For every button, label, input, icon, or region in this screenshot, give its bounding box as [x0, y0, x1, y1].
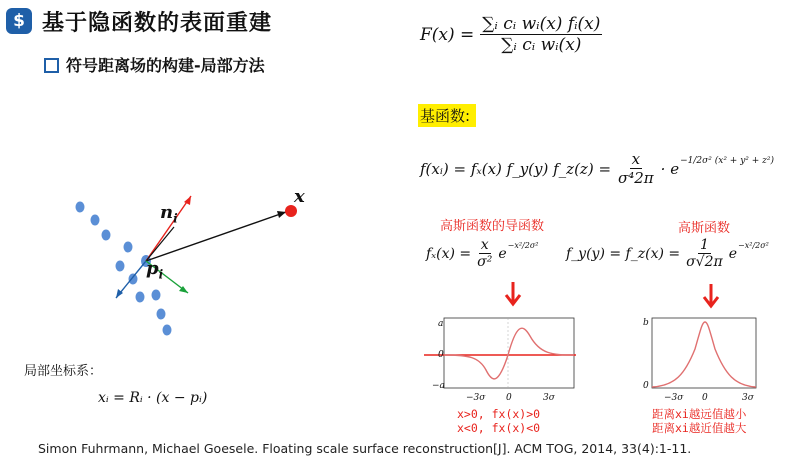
plot1-xtick: −3σ — [466, 393, 486, 403]
gaussian-label: 高斯函数 — [678, 221, 731, 236]
down-arrow-icon — [503, 282, 523, 308]
local-coordinate-diagram — [60, 180, 320, 350]
basis-label: 基函数: — [418, 104, 476, 127]
gaussian-note: 距离xi越远值越小 距离xi越近值越大 — [652, 407, 747, 435]
page-subtitle: 符号距离场的构建-局部方法 — [66, 56, 265, 75]
fx-formula: fₓ(x) = $\frac{x}{\text{σ²}}$ e $^{-x^2/2\sigma^2}$ — [426, 237, 539, 270]
plot2-ytick-bot: 0 — [643, 381, 649, 391]
square-bullet-icon — [44, 58, 59, 73]
label-n: $n_i$ — [160, 202, 178, 226]
plot2-xtick: 0 — [702, 393, 708, 403]
plot1-ytick-bot: −a — [432, 381, 445, 391]
plot2-xtick: 3σ — [742, 393, 754, 403]
derivative-plot — [424, 314, 579, 406]
blend-formula: F(x) = $\frac{\text{∑ᵢ cᵢ wᵢ(x) fᵢ(x)}}{\text{∑ᵢ cᵢ wᵢ(x)}}$ — [420, 14, 601, 55]
dollar-icon: $ — [6, 8, 32, 34]
derivative-label: 高斯函数的导函数 — [440, 219, 545, 234]
page-title: 基于隐函数的表面重建 — [42, 11, 273, 36]
down-arrow-icon — [701, 284, 721, 310]
label-x: x — [294, 186, 305, 207]
citation: Simon Fuhrmann, Michael Goesele. Floating scale surface reconstruction[J]. ACM TOG, 2014, 33(4):1-11. — [38, 441, 692, 456]
plot1-xtick: 0 — [506, 393, 512, 403]
plot2-xtick: −3σ — [664, 393, 684, 403]
plot1-ytick-mid: 0 — [438, 350, 444, 360]
basis-formula: f(xᵢ) = fₓ(x) f_y(y) f_z(z) = $\frac{x}{\text{σ⁴2π}}$ · e $^{-1/2\sigma^2 (x^2 + y^2 + z^2)}$ — [420, 150, 775, 187]
gaussian-plot — [630, 314, 760, 406]
fy-formula: f_y(y) = f_z(x) = $\frac{1}{\sigma√2\pi}$ e $^{-x^2/2\sigma^2}$ — [566, 237, 769, 270]
plot1-xtick: 3σ — [543, 393, 555, 403]
local-coord-label: 局部坐标系： — [24, 364, 103, 379]
local-coord-formula: xᵢ = Rᵢ · (x − pᵢ) — [98, 390, 208, 406]
plot2-ytick-top: b — [643, 318, 649, 328]
plot1-ytick-top: a — [438, 319, 444, 329]
derivative-note: x>0, fx(x)>0 x<0, fx(x)<0 — [457, 407, 541, 435]
label-p: $p_i$ — [146, 258, 164, 282]
